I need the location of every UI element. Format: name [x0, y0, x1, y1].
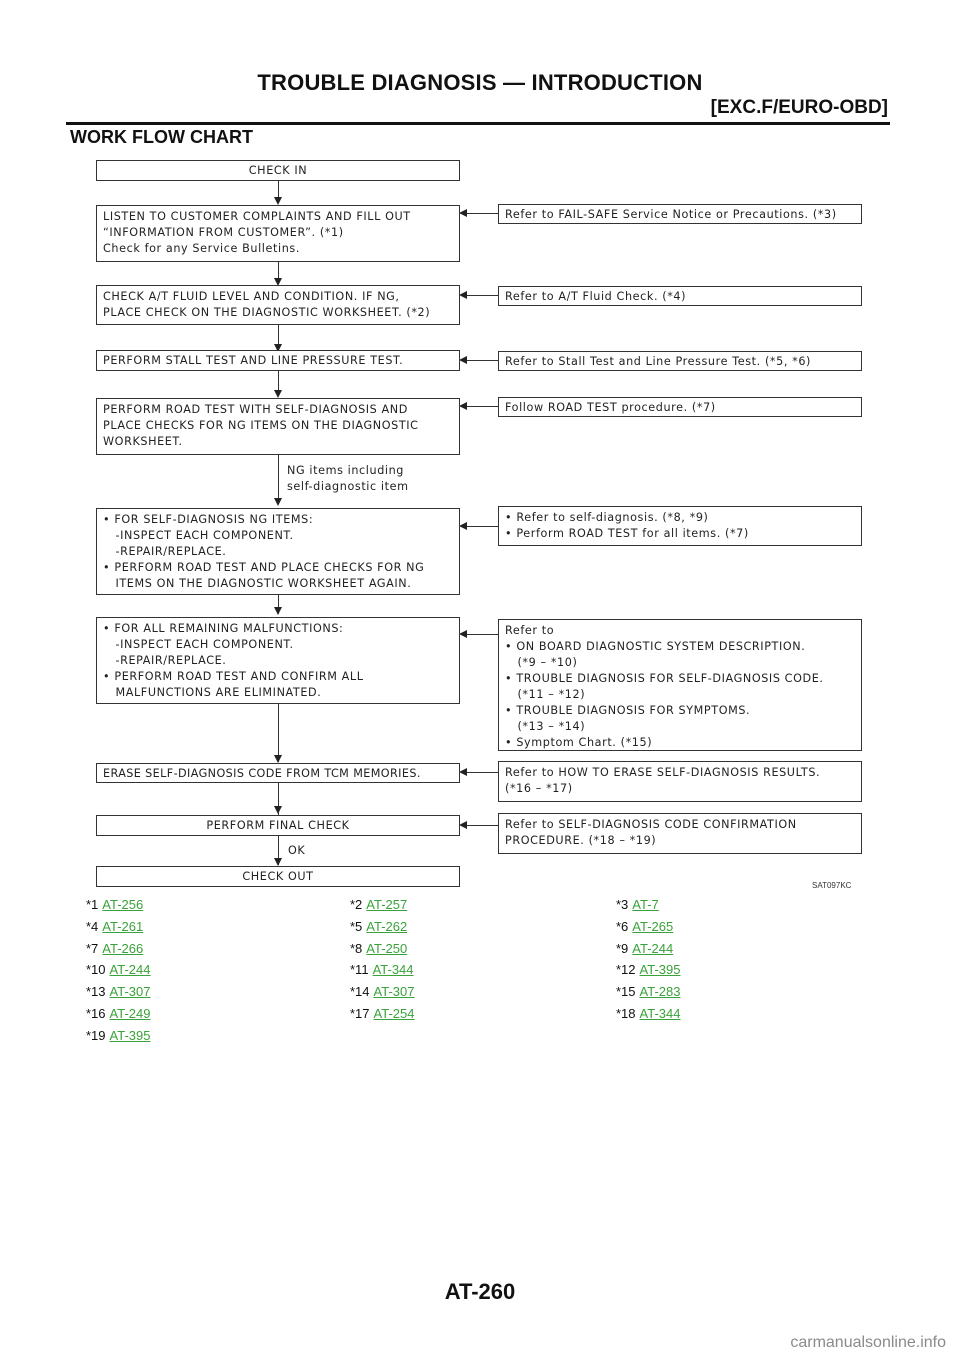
reference-link[interactable]: AT-257 — [366, 897, 408, 912]
check-fluid-box: CHECK A/T FLUID LEVEL AND CONDITION. IF NG, PLACE CHECK ON THE DIAGNOSTIC WORKSHEET. (*2) — [96, 285, 460, 325]
arrow-left-icon — [459, 356, 467, 364]
arrow-down-icon — [274, 755, 282, 763]
reference-item — [86, 962, 150, 977]
connector — [278, 704, 279, 762]
section-title: WORK FLOW CHART — [70, 127, 253, 147]
reference-key: *13 — [86, 984, 106, 1000]
ref-connector — [466, 213, 498, 214]
reference-key: *16 — [86, 1006, 106, 1021]
reference-link[interactable]: AT-266 — [102, 940, 144, 956]
reference-key: *7 — [86, 940, 99, 956]
reference-key: *8 — [350, 940, 363, 956]
reference-link[interactable]: AT-249 — [109, 1006, 151, 1021]
reference-link[interactable]: AT-307 — [373, 984, 415, 1000]
ref-connector — [466, 360, 498, 361]
reference-item — [350, 897, 407, 912]
reference-key: *6 — [616, 918, 629, 934]
reference-key: *9 — [616, 940, 629, 956]
arrow-down-icon — [274, 390, 282, 398]
reference-link[interactable]: AT-262 — [366, 918, 408, 934]
reference-link[interactable]: AT-250 — [366, 940, 408, 956]
code-confirmation-ref-box: Refer to SELF-DIAGNOSIS CODE CONFIRMATION PROCEDURE. (*18 – *19) — [498, 813, 862, 854]
figure-id: SAT097KC — [812, 881, 852, 890]
arrow-down-icon — [274, 498, 282, 506]
arrow-down-icon — [274, 806, 282, 814]
listen-customer-box: LISTEN TO CUSTOMER COMPLAINTS AND FILL OUT “INFORMATION FROM CUSTOMER”. (*1) Check for any Service Bulletins. — [96, 205, 460, 262]
connector — [278, 455, 279, 503]
page-title: TROUBLE DIAGNOSIS — INTRODUCTION — [257, 70, 703, 95]
ref-connector — [466, 825, 498, 826]
reference-item — [616, 1006, 680, 1021]
reference-item — [350, 962, 414, 977]
header-rule — [66, 122, 890, 125]
fluid-check-ref-box: Refer to A/T Fluid Check. (*4) — [498, 286, 862, 306]
ref-connector — [466, 295, 498, 296]
reference-link[interactable]: AT-265 — [632, 918, 674, 934]
reference-item — [86, 897, 143, 912]
reference-item — [616, 941, 673, 956]
reference-item — [616, 962, 680, 977]
reference-link[interactable]: AT-7 — [632, 897, 659, 912]
reference-link[interactable]: AT-307 — [109, 984, 151, 1000]
reference-key: *18 — [616, 1006, 636, 1021]
reference-item — [616, 984, 680, 999]
check-in-box: CHECK IN — [96, 160, 460, 181]
reference-link[interactable]: AT-244 — [109, 962, 151, 978]
road-test-ref-box: Follow ROAD TEST procedure. (*7) — [498, 397, 862, 417]
arrow-left-icon — [459, 821, 467, 829]
reference-item — [86, 1028, 150, 1043]
ng-items-note: NG items including self-diagnostic item — [287, 464, 409, 493]
reference-key: *1 — [86, 897, 99, 912]
reference-item — [350, 984, 414, 999]
ref-connector — [466, 772, 498, 773]
arrow-down-icon — [274, 858, 282, 866]
erase-results-ref-box: Refer to HOW TO ERASE SELF-DIAGNOSIS RESULTS. (*16 – *17) — [498, 761, 862, 802]
reference-link[interactable]: AT-395 — [639, 962, 681, 978]
arrow-left-icon — [459, 291, 467, 299]
arrow-down-icon — [274, 197, 282, 205]
reference-item — [86, 1006, 150, 1021]
page-subtitle: [EXC.F/EURO-OBD] — [710, 97, 888, 118]
ref-connector — [466, 406, 498, 407]
fail-safe-ref-box: Refer to FAIL-SAFE Service Notice or Precautions. (*3) — [498, 204, 862, 224]
obd-ref-box: Refer to • ON BOARD DIAGNOSTIC SYSTEM DESCRIPTION. (*9 – *10) • TROUBLE DIAGNOSIS FOR SELF-DIAGNOSIS CODE. (*11 – *12) • TROUBLE DIAGNOSIS FOR SYMPTOMS. (*13 – *14) • Symptom Chart. (*15) — [498, 619, 862, 751]
reference-key: *5 — [350, 918, 363, 934]
watermark: carmanualsonline.info — [790, 1334, 946, 1351]
reference-link[interactable]: AT-254 — [373, 1006, 415, 1021]
reference-item — [350, 941, 407, 956]
reference-item — [86, 984, 150, 999]
page-number: AT-260 — [444, 1279, 516, 1304]
reference-link[interactable]: AT-395 — [109, 1027, 151, 1043]
reference-item — [616, 919, 673, 934]
reference-key: *10 — [86, 962, 106, 978]
remaining-malfunctions-box: • FOR ALL REMAINING MALFUNCTIONS: -INSPECT EACH COMPONENT. -REPAIR/REPLACE. • PERFORM ROAD TEST AND CONFIRM ALL MALFUNCTIONS ARE ELIMINATED. — [96, 617, 460, 704]
erase-code-box: ERASE SELF-DIAGNOSIS CODE FROM TCM MEMORIES. — [96, 763, 460, 783]
reference-key: *12 — [616, 962, 636, 978]
ok-label: OK — [288, 844, 306, 857]
reference-link[interactable]: AT-283 — [639, 984, 681, 1000]
reference-item — [86, 941, 143, 956]
reference-item — [616, 897, 659, 912]
reference-item — [86, 919, 143, 934]
self-diagnosis-ref-box: • Refer to self-diagnosis. (*8, *9) • Perform ROAD TEST for all items. (*7) — [498, 506, 862, 546]
reference-key: *15 — [616, 984, 636, 1000]
reference-key: *11 — [350, 962, 369, 978]
reference-link[interactable]: AT-256 — [102, 897, 144, 912]
reference-link[interactable]: AT-244 — [632, 940, 674, 956]
arrow-left-icon — [459, 630, 467, 638]
stall-test-ref-box: Refer to Stall Test and Line Pressure Test. (*5, *6) — [498, 351, 862, 371]
road-test-box: PERFORM ROAD TEST WITH SELF-DIAGNOSIS AND PLACE CHECKS FOR NG ITEMS ON THE DIAGNOSTIC WORKSHEET. — [96, 398, 460, 455]
arrow-left-icon — [459, 522, 467, 530]
arrow-left-icon — [459, 402, 467, 410]
arrow-down-icon — [274, 607, 282, 615]
reference-item — [350, 1006, 414, 1021]
check-out-box: CHECK OUT — [96, 866, 460, 887]
ref-connector — [466, 526, 498, 527]
reference-item — [350, 919, 407, 934]
ref-connector — [466, 634, 498, 635]
stall-test-box: PERFORM STALL TEST AND LINE PRESSURE TEST. — [96, 350, 460, 371]
reference-key: *14 — [350, 984, 370, 1000]
reference-key: *4 — [86, 918, 99, 934]
reference-link[interactable]: AT-261 — [102, 918, 144, 934]
reference-link[interactable]: AT-344 — [639, 1006, 681, 1021]
reference-key: *17 — [350, 1006, 370, 1021]
reference-key: *19 — [86, 1027, 106, 1043]
arrow-left-icon — [459, 209, 467, 217]
final-check-box: PERFORM FINAL CHECK — [96, 815, 460, 836]
reference-key: *2 — [350, 897, 363, 912]
self-diagnosis-ng-box: • FOR SELF-DIAGNOSIS NG ITEMS: -INSPECT EACH COMPONENT. -REPAIR/REPLACE. • PERFORM ROAD TEST AND PLACE CHECKS FOR NG ITEMS ON THE DIAGNOSTIC WORKSHEET AGAIN. — [96, 508, 460, 595]
reference-key: *3 — [616, 897, 629, 912]
arrow-left-icon — [459, 768, 467, 776]
reference-link[interactable]: AT-344 — [372, 962, 414, 978]
